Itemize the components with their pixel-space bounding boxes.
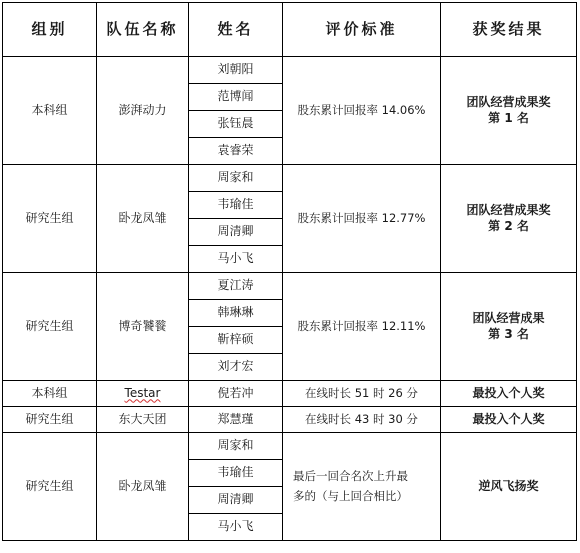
member-cell: 张钰晨 bbox=[189, 111, 283, 138]
team-name: Testar bbox=[124, 385, 161, 400]
header-row bbox=[3, 3, 577, 57]
group-cell: 研究生组 bbox=[3, 433, 97, 541]
award-line: 团队经营成果奖 bbox=[466, 94, 551, 109]
group-cell: 研究生组 bbox=[3, 407, 97, 433]
awards-table-container bbox=[2, 2, 577, 541]
team-cell: 卧龙凤雏 bbox=[97, 165, 189, 273]
awards-table bbox=[2, 2, 577, 541]
header-name: 姓名 bbox=[189, 3, 283, 57]
award-cell bbox=[441, 273, 577, 381]
group-cell: 研究生组 bbox=[3, 165, 97, 273]
member-cell: 周家和 bbox=[189, 433, 283, 460]
member-cell: 刘才宏 bbox=[189, 354, 283, 381]
award-cell: 最投入个人奖 bbox=[441, 381, 577, 407]
header-criteria: 评价标准 bbox=[283, 3, 441, 57]
member-cell: 韦瑜佳 bbox=[189, 460, 283, 487]
table-row bbox=[3, 57, 577, 84]
award-line: 团队经营成果 bbox=[472, 310, 545, 325]
member-cell: 周清卿 bbox=[189, 487, 283, 514]
award-cell: 逆风飞扬奖 bbox=[441, 433, 577, 541]
criteria-cell: 股东累计回报率 12.77% bbox=[283, 165, 441, 273]
group-cell: 本科组 bbox=[3, 381, 97, 407]
criteria-cell: 在线时长 51 时 26 分 bbox=[283, 381, 441, 407]
group-cell: 研究生组 bbox=[3, 273, 97, 381]
team-cell: 澎湃动力 bbox=[97, 57, 189, 165]
table-row bbox=[3, 433, 577, 460]
award-cell bbox=[441, 165, 577, 273]
criteria-cell bbox=[283, 433, 441, 541]
criteria-cell: 在线时长 43 时 30 分 bbox=[283, 407, 441, 433]
team-cell: 卧龙凤雏 bbox=[97, 433, 189, 541]
team-cell: 博奇饕餮 bbox=[97, 273, 189, 381]
header-team: 队伍名称 bbox=[97, 3, 189, 57]
member-cell: 马小飞 bbox=[189, 246, 283, 273]
criteria-cell: 股东累计回报率 12.11% bbox=[283, 273, 441, 381]
member-cell: 袁睿荣 bbox=[189, 138, 283, 165]
team-cell bbox=[97, 381, 189, 407]
award-rank: 第 1 名 bbox=[488, 110, 529, 125]
criteria-line: 多的（与上回合相比） bbox=[293, 488, 408, 503]
criteria-line: 最后一回合名次上升最 bbox=[293, 468, 408, 483]
group-cell: 本科组 bbox=[3, 57, 97, 165]
team-cell: 东大天团 bbox=[97, 407, 189, 433]
member-cell: 周家和 bbox=[189, 165, 283, 192]
header-award: 获奖结果 bbox=[441, 3, 577, 57]
award-line: 团队经营成果奖 bbox=[466, 202, 551, 217]
member-cell: 范博闻 bbox=[189, 84, 283, 111]
member-cell: 倪若冲 bbox=[189, 381, 283, 407]
award-cell bbox=[441, 57, 577, 165]
member-cell: 韩琳琳 bbox=[189, 300, 283, 327]
table-row bbox=[3, 407, 577, 433]
member-cell: 韦瑜佳 bbox=[189, 192, 283, 219]
header-group: 组别 bbox=[3, 3, 97, 57]
award-rank: 第 3 名 bbox=[488, 326, 529, 341]
member-cell: 靳梓硕 bbox=[189, 327, 283, 354]
table-row bbox=[3, 273, 577, 300]
member-cell: 刘朝阳 bbox=[189, 57, 283, 84]
member-cell: 马小飞 bbox=[189, 514, 283, 541]
award-cell: 最投入个人奖 bbox=[441, 407, 577, 433]
table-row bbox=[3, 381, 577, 407]
criteria-cell: 股东累计回报率 14.06% bbox=[283, 57, 441, 165]
member-cell: 郑慧瑾 bbox=[189, 407, 283, 433]
award-rank: 第 2 名 bbox=[488, 218, 529, 233]
member-cell: 周清卿 bbox=[189, 219, 283, 246]
table-row bbox=[3, 165, 577, 192]
member-cell: 夏江涛 bbox=[189, 273, 283, 300]
